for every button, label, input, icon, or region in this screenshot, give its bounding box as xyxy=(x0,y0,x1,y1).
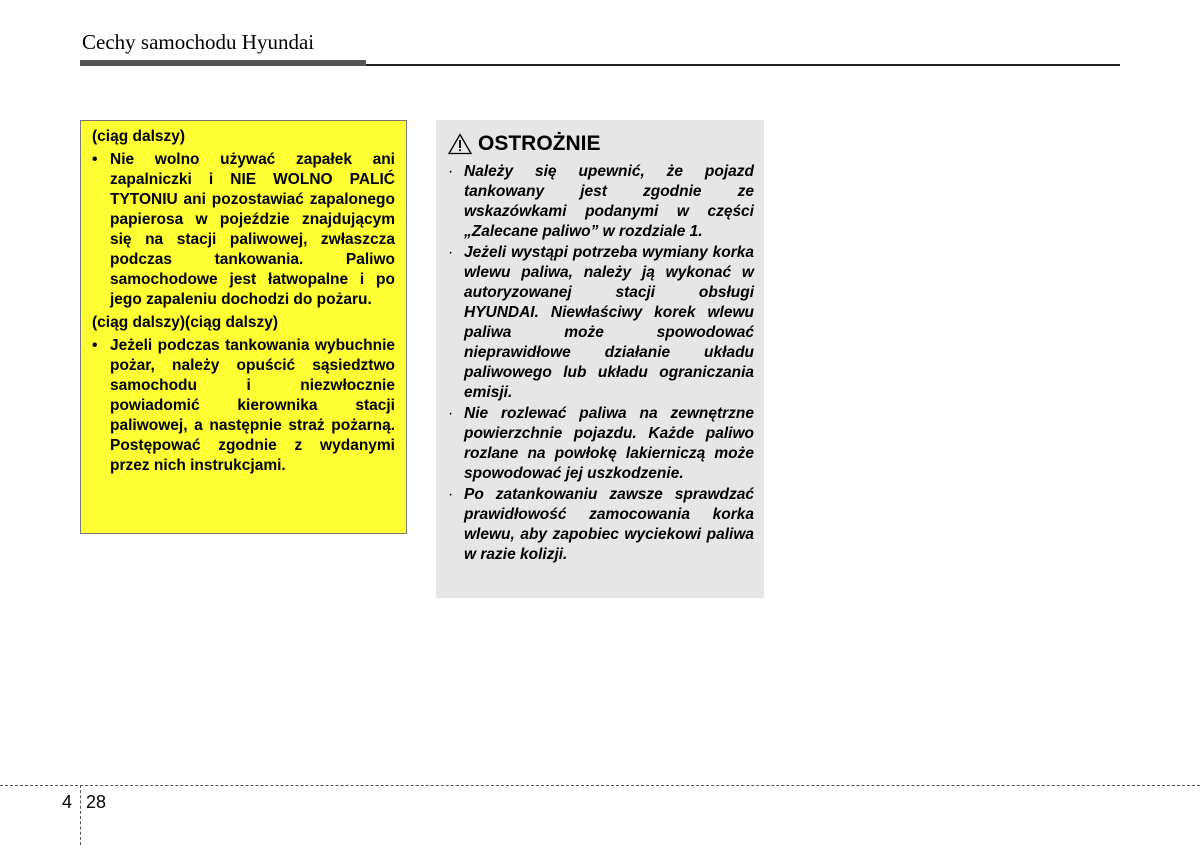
continued-label-1: (ciąg dalszy) xyxy=(92,128,186,145)
caution-item xyxy=(448,162,754,242)
bullet-icon: · xyxy=(448,405,454,422)
warning-item-no-smoking xyxy=(92,150,395,310)
caution-box xyxy=(436,120,764,598)
chapter-number: 4 xyxy=(62,792,73,812)
caution-title: OSTROŻNIE xyxy=(478,132,601,155)
bullet-icon: • xyxy=(92,151,98,168)
caution-item-text: Należy się upewnić, że pojazd tankowany jest zgodnie ze wskazówkami podanymi w części „Zalecane paliwo” w rozdziale 1. xyxy=(464,163,754,240)
bullet-icon: · xyxy=(448,163,454,180)
header-title: Cechy samochodu Hyundai xyxy=(82,30,315,54)
footer-vertical-rule xyxy=(80,785,81,845)
caution-item-text: Po zatankowaniu zawsze sprawdzać prawidłowość zamocowania korka wlewu, aby zapobiec wyciekowi paliwa w razie kolizji. xyxy=(464,486,754,563)
caution-item xyxy=(448,243,754,403)
page-number: 28 xyxy=(86,792,107,812)
caution-item xyxy=(448,485,754,565)
caution-item xyxy=(448,404,754,484)
warning-item-text: Jeżeli podczas tankowania wybuchnie pożar, należy opuścić sąsiedztwo samochodu i niezwłocznie powiadomić kierownika stacji paliwowej, a następnie straż pożarną. Postępować zgodnie z wydanymi przez nich instrukcjami. xyxy=(110,337,395,474)
warning-triangle-icon xyxy=(448,133,472,155)
header-rule-thick xyxy=(80,60,366,66)
footer-dashed-rule xyxy=(0,785,1200,786)
continued-warning-box xyxy=(80,120,407,534)
bullet-icon: • xyxy=(92,337,98,354)
bullet-icon: · xyxy=(448,486,454,503)
caution-item-text: Jeżeli wystąpi potrzeba wymiany korka wlewu paliwa, należy ją wykonać w autoryzowanej stacji obsługi HYUNDAI. Niewłaściwy korek wlewu paliwa może spowodować nieprawidłowe działanie układu paliwowego lub układu ograniczania emisji. xyxy=(464,244,754,401)
bullet-icon: · xyxy=(448,244,454,261)
warning-item-text: Nie wolno używać zapałek ani zapalniczki i NIE WOLNO PALIĆ TYTONIU ani pozostawiać zapalonego papierosa w pojeździe znajdującym się na stacji paliwowej, zwłaszcza podczas tankowania. Paliwo samochodowe jest łatwopalne i po jego zapaleniu dochodzi do pożaru. xyxy=(110,151,395,308)
caution-header xyxy=(448,130,754,158)
header-rule-thin xyxy=(366,64,1120,66)
warning-item-fire xyxy=(92,336,395,476)
caution-item-text: Nie rozlewać paliwa na zewnętrzne powierzchnie pojazdu. Każde paliwo rozlane na powłokę lakierniczą może spowodować jej uszkodzenie. xyxy=(464,405,754,482)
continued-label-2: (ciąg dalszy)(ciąg dalszy) xyxy=(92,314,279,331)
